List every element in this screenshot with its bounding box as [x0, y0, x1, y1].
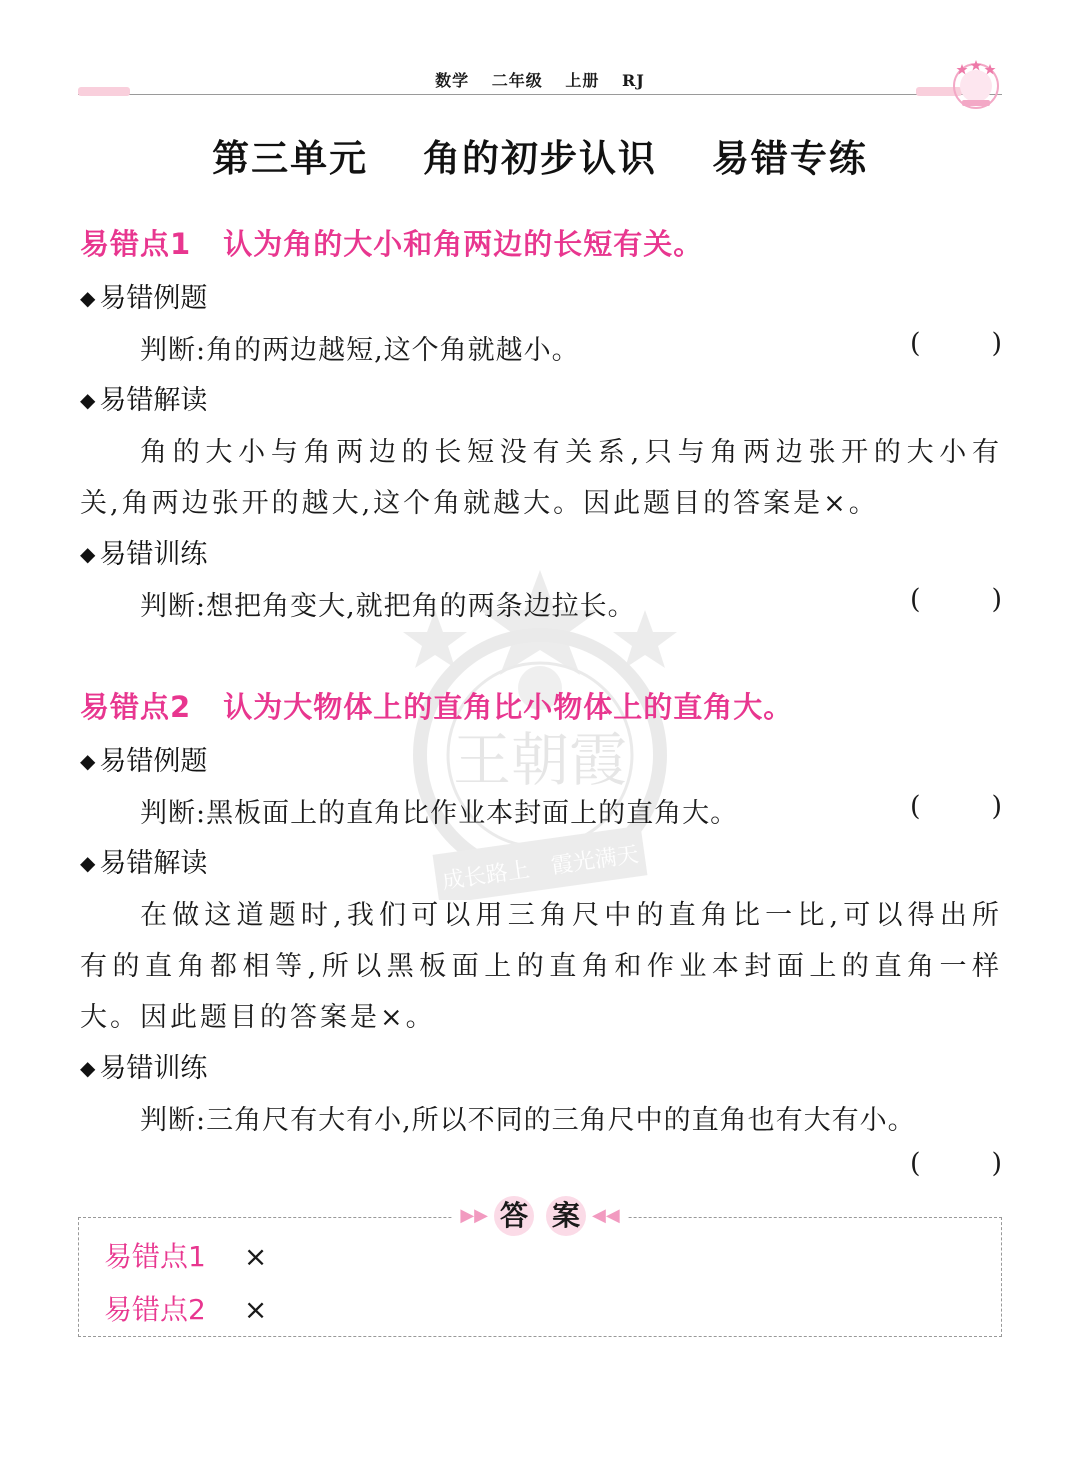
diamond-icon: ◆	[80, 388, 96, 412]
point-2-practice-answer-blank[interactable]	[910, 1148, 1002, 1179]
point-1-explain-label-text: 易错解读	[99, 385, 208, 416]
header-edition: RJ	[621, 71, 645, 90]
paren-open: (	[910, 328, 921, 359]
point-1-practice-label-text: 易错训练	[99, 539, 208, 570]
paren-close: )	[991, 791, 1002, 822]
point-2-example-label-text: 易错例题	[99, 746, 208, 777]
header-text	[78, 68, 1002, 91]
point-2-example-label	[80, 739, 207, 778]
point-2-example-text: 判断:黑板面上的直角比作业本封面上的直角大。	[140, 798, 739, 829]
diamond-icon: ◆	[80, 749, 96, 773]
paren-open: (	[910, 791, 921, 822]
answer-label-char-2: 案	[546, 1196, 586, 1236]
point-1-example-text: 判断:角的两边越短,这个角就越小。	[140, 335, 580, 366]
watermark-name: 王朝霞	[452, 726, 628, 794]
point-1-label: 易错点1	[80, 227, 192, 261]
diamond-icon: ◆	[80, 286, 96, 310]
answer-1-label: 易错点1	[104, 1240, 206, 1273]
header-subject: 数学	[435, 71, 470, 90]
point-2-heading: 认为大物体上的直角比小物体上的直角大。	[223, 690, 794, 724]
answer-2-label: 易错点2	[104, 1293, 206, 1326]
point-2-practice-label-text: 易错训练	[99, 1053, 208, 1084]
title-topic: 角的初步认识	[423, 137, 657, 180]
point-2-explain-label	[80, 841, 207, 880]
title-unit: 第三单元	[212, 137, 369, 180]
arrow-right-icon: ▶▶	[460, 1205, 488, 1226]
title-type: 易错专练	[711, 137, 868, 180]
diamond-icon: ◆	[80, 542, 96, 566]
point-2-label: 易错点2	[80, 690, 192, 724]
watermark-slogan-2: 霞光满天	[549, 842, 641, 880]
point-2-explain-label-text: 易错解读	[99, 848, 208, 879]
point-1-practice-answer-blank[interactable]	[910, 584, 1002, 615]
point-1-title	[80, 222, 703, 263]
point-1-explain-label	[80, 378, 207, 417]
diamond-icon: ◆	[80, 851, 96, 875]
point-1-explain-line-2: 关,角两边张开的越大,这个角就越大。因此题目的答案是×。	[80, 488, 879, 519]
page-header	[78, 64, 1002, 95]
answer-row-1	[104, 1235, 267, 1275]
paren-open: (	[910, 1148, 921, 1179]
point-2-explain-line-3: 大。因此题目的答案是×。	[80, 1002, 436, 1033]
paren-close: )	[991, 584, 1002, 615]
brand-logo-icon	[948, 56, 1004, 112]
header-grade: 二年级	[491, 71, 543, 90]
point-2-practice-label	[80, 1046, 207, 1085]
point-1-example-answer-blank[interactable]	[910, 328, 1002, 359]
answer-label	[0, 1196, 1080, 1236]
point-2-title	[80, 685, 793, 726]
paren-close: )	[991, 1148, 1002, 1179]
point-2-explain-line-2: 有的直角都相等,所以黑板面上的直角和作业本封面上的直角一样	[80, 951, 1002, 982]
point-1-heading: 认为角的大小和角两边的长短有关。	[223, 227, 704, 261]
answer-1-mark: ×	[243, 1240, 268, 1273]
paren-open: (	[910, 584, 921, 615]
point-1-practice-text: 判断:想把角变大,就把角的两条边拉长。	[140, 591, 636, 622]
point-2-example-answer-blank[interactable]	[910, 791, 1002, 822]
answer-2-mark: ×	[243, 1293, 268, 1326]
arrow-left-icon: ◀◀	[592, 1205, 620, 1226]
answer-label-char-1: 答	[494, 1196, 534, 1236]
point-2-practice-text: 判断:三角尺有大有小,所以不同的三角尺中的直角也有大有小。	[140, 1105, 916, 1136]
point-1-example-label-text: 易错例题	[99, 283, 208, 314]
point-2-explain-line-1: 在做这道题时,我们可以用三角尺中的直角比一比,可以得出所	[140, 900, 1002, 931]
watermark-slogan-1: 成长路上	[440, 857, 532, 895]
page-title	[0, 128, 1080, 182]
point-1-practice-label	[80, 532, 207, 571]
answer-row-2	[104, 1288, 267, 1328]
point-1-explain-line-1: 角的大小与角两边的长短没有关系,只与角两边张开的大小有	[140, 437, 1002, 468]
point-1-example-label	[80, 276, 207, 315]
diamond-icon: ◆	[80, 1056, 96, 1080]
header-volume: 上册	[565, 71, 600, 90]
paren-close: )	[991, 328, 1002, 359]
